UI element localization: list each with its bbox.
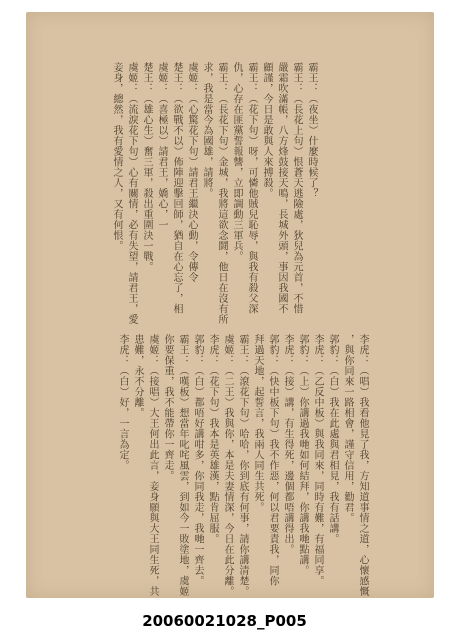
text-column: 郭豹：（白）都唔好講咁多，你同我走，我哋一齊去。 — [192, 334, 203, 586]
text-column: 郭豹：（上）你講過我哋如何結拜，你講我哋點講。 — [297, 334, 308, 576]
text-column: 你要保重，我不能帶你一齊走。 — [162, 334, 173, 481]
text-column: 郭豹：（快中板下句）我不作惡，何以君要責我，同你 — [267, 334, 278, 586]
document-page — [26, 12, 434, 598]
text-column: 妾身，總然，我有愛情之人，又有何恨。 — [111, 62, 122, 251]
text-column: 郭豹：（白）我在此處與君相見，我有話講。 — [327, 334, 338, 544]
text-column: 李虎：（花下句）我本是英雄漢，點肯屈服。 — [207, 334, 218, 544]
text-column: ，與你同來一路相會，謹守信用，勸君。 — [342, 334, 353, 523]
text-column: 霸王：（嘆板）想當年叱咤風雲，到如今一敗塗地，虞姬 — [177, 334, 188, 597]
bottom-text-block — [112, 334, 367, 596]
text-column: 霸王：（長花上句）恨蒼天逃險處，狄兒為元首，不惜 — [291, 62, 302, 314]
text-column: 求，我是當今為國雄，請將。 — [201, 62, 212, 199]
text-column: 李虎：（接）講，有生得死，邊個都唔講得出。 — [282, 334, 293, 555]
text-column: 霸王：（夜坐）什麼時候了？ — [306, 62, 317, 199]
text-column: 虞姬：（喜極以）請君王，嬌心，一 — [156, 62, 167, 230]
text-column: 李虎：（白）好，一言為定。 — [117, 334, 128, 471]
text-column: 霸王：（花下句）呀，可憐他賊兒恥辱，與我有殺父深 — [246, 62, 257, 314]
text-column: 嚴霜吹滿帳，八方烽鼓接天鳴，長城外頭，事因我國不 — [276, 62, 287, 314]
text-column: 李虎：（唱）我看他見了我，方知道事情之道，心懷感慨 — [357, 334, 368, 597]
top-text-block — [106, 62, 317, 325]
text-column: 李虎：（乙反中板）與我同來，同時有難，有福同享。 — [312, 334, 323, 586]
text-column: 楚王：（雄心生）奮三軍，殺出重圍決一戰。 — [141, 62, 152, 272]
text-column: 霸王：（滾花下句）哈哈，你到底有何事，請你講清楚。 — [237, 334, 248, 597]
catalog-caption: 20060021028_P005 — [142, 612, 307, 630]
text-column: 顧謹，今日是敢與人來搏殺。 — [261, 62, 272, 199]
text-column: 拜過天地，起誓言，我兩人同生共死。 — [252, 334, 263, 513]
text-column: 楚王：（欲戰不以）佈陣迎擊回師，猶自在心忘了，相 — [171, 62, 182, 314]
text-column: 虞姬：（二王）我與你，本是夫妻情深，今日在此分離。 — [222, 334, 233, 597]
text-column: 虞姬：（流淚花下句）心有關情，必有失望，請君王，愛 — [126, 62, 137, 325]
text-column: 虞姬：（心驚花下句）請君王繼決心動，令傳令 — [186, 62, 197, 283]
text-column: 仇，心存在匪黨誓報讐，立即調動三軍兵。 — [231, 62, 242, 262]
text-column: 霸王：（長花下句）金城，我將這欲念鬪，他日在沒有所 — [216, 62, 227, 325]
text-column: 虞姬：（接唱）大王何出此言，妾身願與大王同生死，共 — [147, 334, 158, 597]
text-column: 患難，永不分離。 — [132, 334, 143, 418]
